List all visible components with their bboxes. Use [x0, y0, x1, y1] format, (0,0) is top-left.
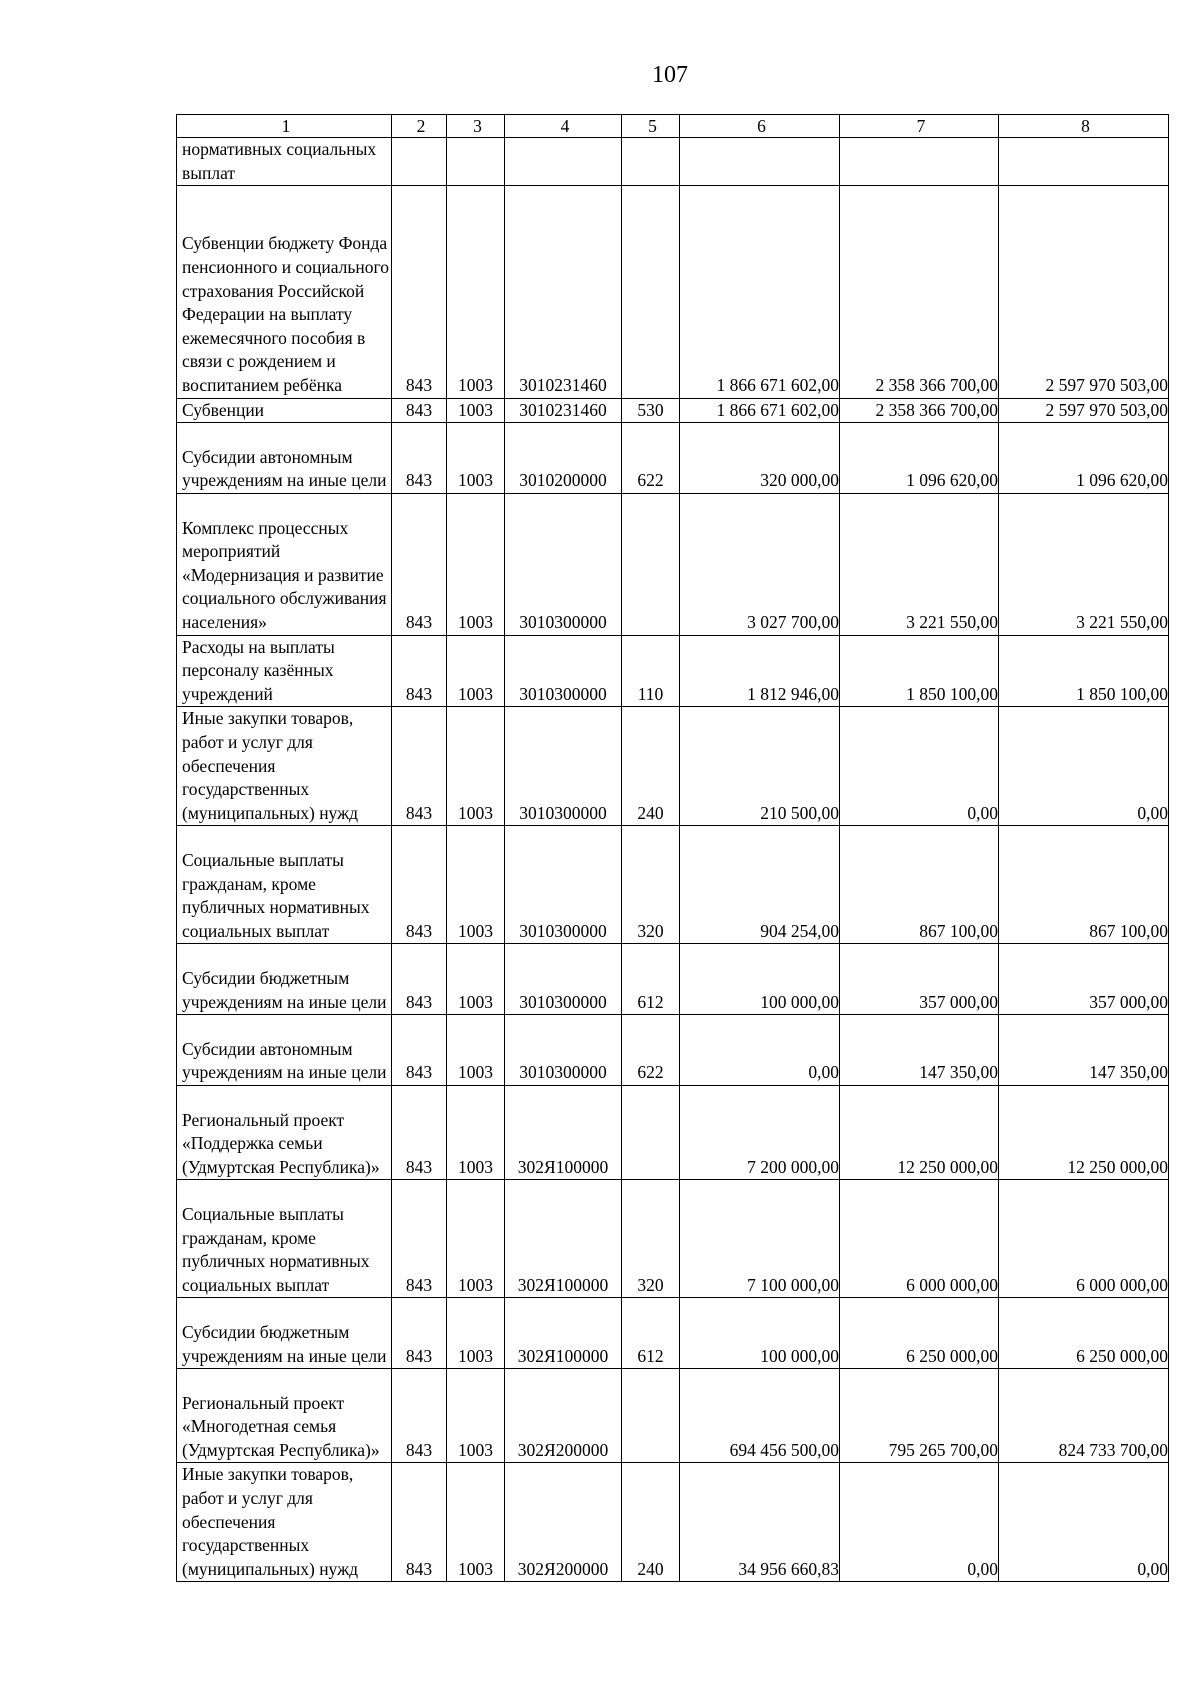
amount-col-6: 1 866 671 602,00 — [680, 398, 840, 423]
expense-type-code: 110 — [622, 635, 680, 707]
ministry-code: 843 — [392, 635, 447, 707]
ministry-code: 843 — [392, 1298, 447, 1369]
table-row — [177, 1369, 1169, 1463]
target-article-code: 302Я100000 — [505, 1298, 622, 1369]
target-article-code: 3010200000 — [505, 423, 622, 494]
amount-col-8 — [999, 138, 1169, 186]
target-article-code: 302Я100000 — [505, 1085, 622, 1179]
section-code: 1003 — [447, 1369, 505, 1463]
expense-type-code: 622 — [622, 1015, 680, 1086]
amount-col-8: 2 597 970 503,00 — [999, 186, 1169, 398]
row-name: Субсидии бюджетным учреждениям на иные цели — [177, 1298, 392, 1369]
amount-col-6: 7 200 000,00 — [680, 1085, 840, 1179]
row-name: Социальные выплаты гражданам, кроме публичных нормативных социальных выплат — [177, 1180, 392, 1298]
expense-type-code: 320 — [622, 826, 680, 944]
header-cell-8: 8 — [999, 115, 1169, 138]
table-row — [177, 635, 1169, 707]
ministry-code: 843 — [392, 423, 447, 494]
table-row — [177, 1085, 1169, 1179]
amount-col-7: 12 250 000,00 — [840, 1085, 999, 1179]
target-article-code: 302Я200000 — [505, 1463, 622, 1582]
ministry-code: 843 — [392, 944, 447, 1015]
amount-col-7: 6 250 000,00 — [840, 1298, 999, 1369]
amount-col-8: 2 597 970 503,00 — [999, 398, 1169, 423]
table-row — [177, 186, 1169, 398]
expense-type-code: 240 — [622, 707, 680, 826]
table-row — [177, 493, 1169, 635]
expense-type-code — [622, 138, 680, 186]
amount-col-8: 6 000 000,00 — [999, 1180, 1169, 1298]
target-article-code: 3010231460 — [505, 398, 622, 423]
ministry-code: 843 — [392, 1085, 447, 1179]
section-code: 1003 — [447, 1085, 505, 1179]
header-cell-6: 6 — [680, 115, 840, 138]
row-name: Субсидии автономным учреждениям на иные цели — [177, 1015, 392, 1086]
amount-col-7: 3 221 550,00 — [840, 493, 999, 635]
table-row — [177, 398, 1169, 423]
target-article-code: 3010231460 — [505, 186, 622, 398]
amount-col-6 — [680, 138, 840, 186]
amount-col-8: 357 000,00 — [999, 944, 1169, 1015]
expense-type-code: 530 — [622, 398, 680, 423]
section-code: 1003 — [447, 186, 505, 398]
amount-col-6: 0,00 — [680, 1015, 840, 1086]
section-code: 1003 — [447, 635, 505, 707]
row-name: Региональный проект «Многодетная семья (Удмуртская Республика)» — [177, 1369, 392, 1463]
expense-type-code: 320 — [622, 1180, 680, 1298]
row-name: Субвенции — [177, 398, 392, 423]
amount-col-7 — [840, 138, 999, 186]
table-row — [177, 944, 1169, 1015]
amount-col-6: 1 866 671 602,00 — [680, 186, 840, 398]
row-name: Иные закупки товаров, работ и услуг для обеспечения государственных (муниципальных) нужд — [177, 1463, 392, 1582]
target-article-code: 3010300000 — [505, 1015, 622, 1086]
amount-col-8: 1 096 620,00 — [999, 423, 1169, 494]
amount-col-8: 147 350,00 — [999, 1015, 1169, 1086]
row-name: Иные закупки товаров, работ и услуг для обеспечения государственных (муниципальных) нужд — [177, 707, 392, 826]
header-row — [177, 115, 1169, 138]
row-name: Субсидии автономным учреждениям на иные цели — [177, 423, 392, 494]
amount-col-7: 795 265 700,00 — [840, 1369, 999, 1463]
table-row — [177, 707, 1169, 826]
page-number: 107 — [652, 62, 688, 88]
ministry-code: 843 — [392, 1180, 447, 1298]
target-article-code: 3010300000 — [505, 826, 622, 944]
expense-type-code: 622 — [622, 423, 680, 494]
section-code: 1003 — [447, 1298, 505, 1369]
row-name: нормативных социальных выплат — [177, 138, 392, 186]
section-code — [447, 138, 505, 186]
amount-col-6: 100 000,00 — [680, 944, 840, 1015]
amount-col-7: 2 358 366 700,00 — [840, 186, 999, 398]
ministry-code: 843 — [392, 707, 447, 826]
table-row — [177, 1298, 1169, 1369]
section-code: 1003 — [447, 423, 505, 494]
amount-col-8: 6 250 000,00 — [999, 1298, 1169, 1369]
amount-col-7: 2 358 366 700,00 — [840, 398, 999, 423]
table-row — [177, 826, 1169, 944]
amount-col-7: 6 000 000,00 — [840, 1180, 999, 1298]
table-row — [177, 1463, 1169, 1582]
section-code: 1003 — [447, 1015, 505, 1086]
amount-col-6: 34 956 660,83 — [680, 1463, 840, 1582]
table-row — [177, 1180, 1169, 1298]
header-cell-1: 1 — [177, 115, 392, 138]
section-code: 1003 — [447, 493, 505, 635]
amount-col-8: 867 100,00 — [999, 826, 1169, 944]
row-name: Субсидии бюджетным учреждениям на иные цели — [177, 944, 392, 1015]
section-code: 1003 — [447, 1180, 505, 1298]
budget-table — [176, 114, 1169, 1582]
section-code: 1003 — [447, 944, 505, 1015]
expense-type-code: 612 — [622, 1298, 680, 1369]
header-cell-7: 7 — [840, 115, 999, 138]
amount-col-6: 3 027 700,00 — [680, 493, 840, 635]
row-name: Социальные выплаты гражданам, кроме публичных нормативных социальных выплат — [177, 826, 392, 944]
amount-col-7: 0,00 — [840, 1463, 999, 1582]
amount-col-8: 824 733 700,00 — [999, 1369, 1169, 1463]
ministry-code: 843 — [392, 1463, 447, 1582]
amount-col-8: 0,00 — [999, 707, 1169, 826]
ministry-code — [392, 138, 447, 186]
expense-type-code: 240 — [622, 1463, 680, 1582]
amount-col-7: 147 350,00 — [840, 1015, 999, 1086]
target-article-code: 3010300000 — [505, 944, 622, 1015]
table-row — [177, 1015, 1169, 1086]
row-name: Субвенции бюджету Фонда пенсионного и социального страхования Российской Федерации на выплату ежемесячного пособия в связи с рождением и воспитанием ребёнка — [177, 186, 392, 398]
amount-col-8: 0,00 — [999, 1463, 1169, 1582]
target-article-code — [505, 138, 622, 186]
target-article-code: 3010300000 — [505, 707, 622, 826]
target-article-code: 302Я100000 — [505, 1180, 622, 1298]
ministry-code: 843 — [392, 186, 447, 398]
section-code: 1003 — [447, 707, 505, 826]
amount-col-6: 904 254,00 — [680, 826, 840, 944]
row-name: Комплекс процессных мероприятий «Модернизация и развитие социального обслуживания населения» — [177, 493, 392, 635]
amount-col-6: 320 000,00 — [680, 423, 840, 494]
amount-col-6: 100 000,00 — [680, 1298, 840, 1369]
target-article-code: 3010300000 — [505, 493, 622, 635]
ministry-code: 843 — [392, 826, 447, 944]
section-code: 1003 — [447, 1463, 505, 1582]
target-article-code: 3010300000 — [505, 635, 622, 707]
row-name: Региональный проект «Поддержка семьи (Удмуртская Республика)» — [177, 1085, 392, 1179]
table-row — [177, 138, 1169, 186]
header-cell-3: 3 — [447, 115, 505, 138]
header-cell-4: 4 — [505, 115, 622, 138]
ministry-code: 843 — [392, 398, 447, 423]
amount-col-6: 1 812 946,00 — [680, 635, 840, 707]
expense-type-code — [622, 1085, 680, 1179]
header-cell-2: 2 — [392, 115, 447, 138]
header-cell-5: 5 — [622, 115, 680, 138]
amount-col-6: 210 500,00 — [680, 707, 840, 826]
amount-col-8: 3 221 550,00 — [999, 493, 1169, 635]
section-code: 1003 — [447, 826, 505, 944]
ministry-code: 843 — [392, 1369, 447, 1463]
amount-col-7: 357 000,00 — [840, 944, 999, 1015]
amount-col-7: 1 850 100,00 — [840, 635, 999, 707]
ministry-code: 843 — [392, 493, 447, 635]
ministry-code: 843 — [392, 1015, 447, 1086]
amount-col-8: 1 850 100,00 — [999, 635, 1169, 707]
expense-type-code — [622, 493, 680, 635]
amount-col-7: 1 096 620,00 — [840, 423, 999, 494]
amount-col-6: 694 456 500,00 — [680, 1369, 840, 1463]
table-row — [177, 423, 1169, 494]
amount-col-7: 867 100,00 — [840, 826, 999, 944]
row-name: Расходы на выплаты персоналу казённых учреждений — [177, 635, 392, 707]
expense-type-code — [622, 186, 680, 398]
section-code: 1003 — [447, 398, 505, 423]
amount-col-6: 7 100 000,00 — [680, 1180, 840, 1298]
expense-type-code: 612 — [622, 944, 680, 1015]
amount-col-8: 12 250 000,00 — [999, 1085, 1169, 1179]
target-article-code: 302Я200000 — [505, 1369, 622, 1463]
expense-type-code — [622, 1369, 680, 1463]
amount-col-7: 0,00 — [840, 707, 999, 826]
